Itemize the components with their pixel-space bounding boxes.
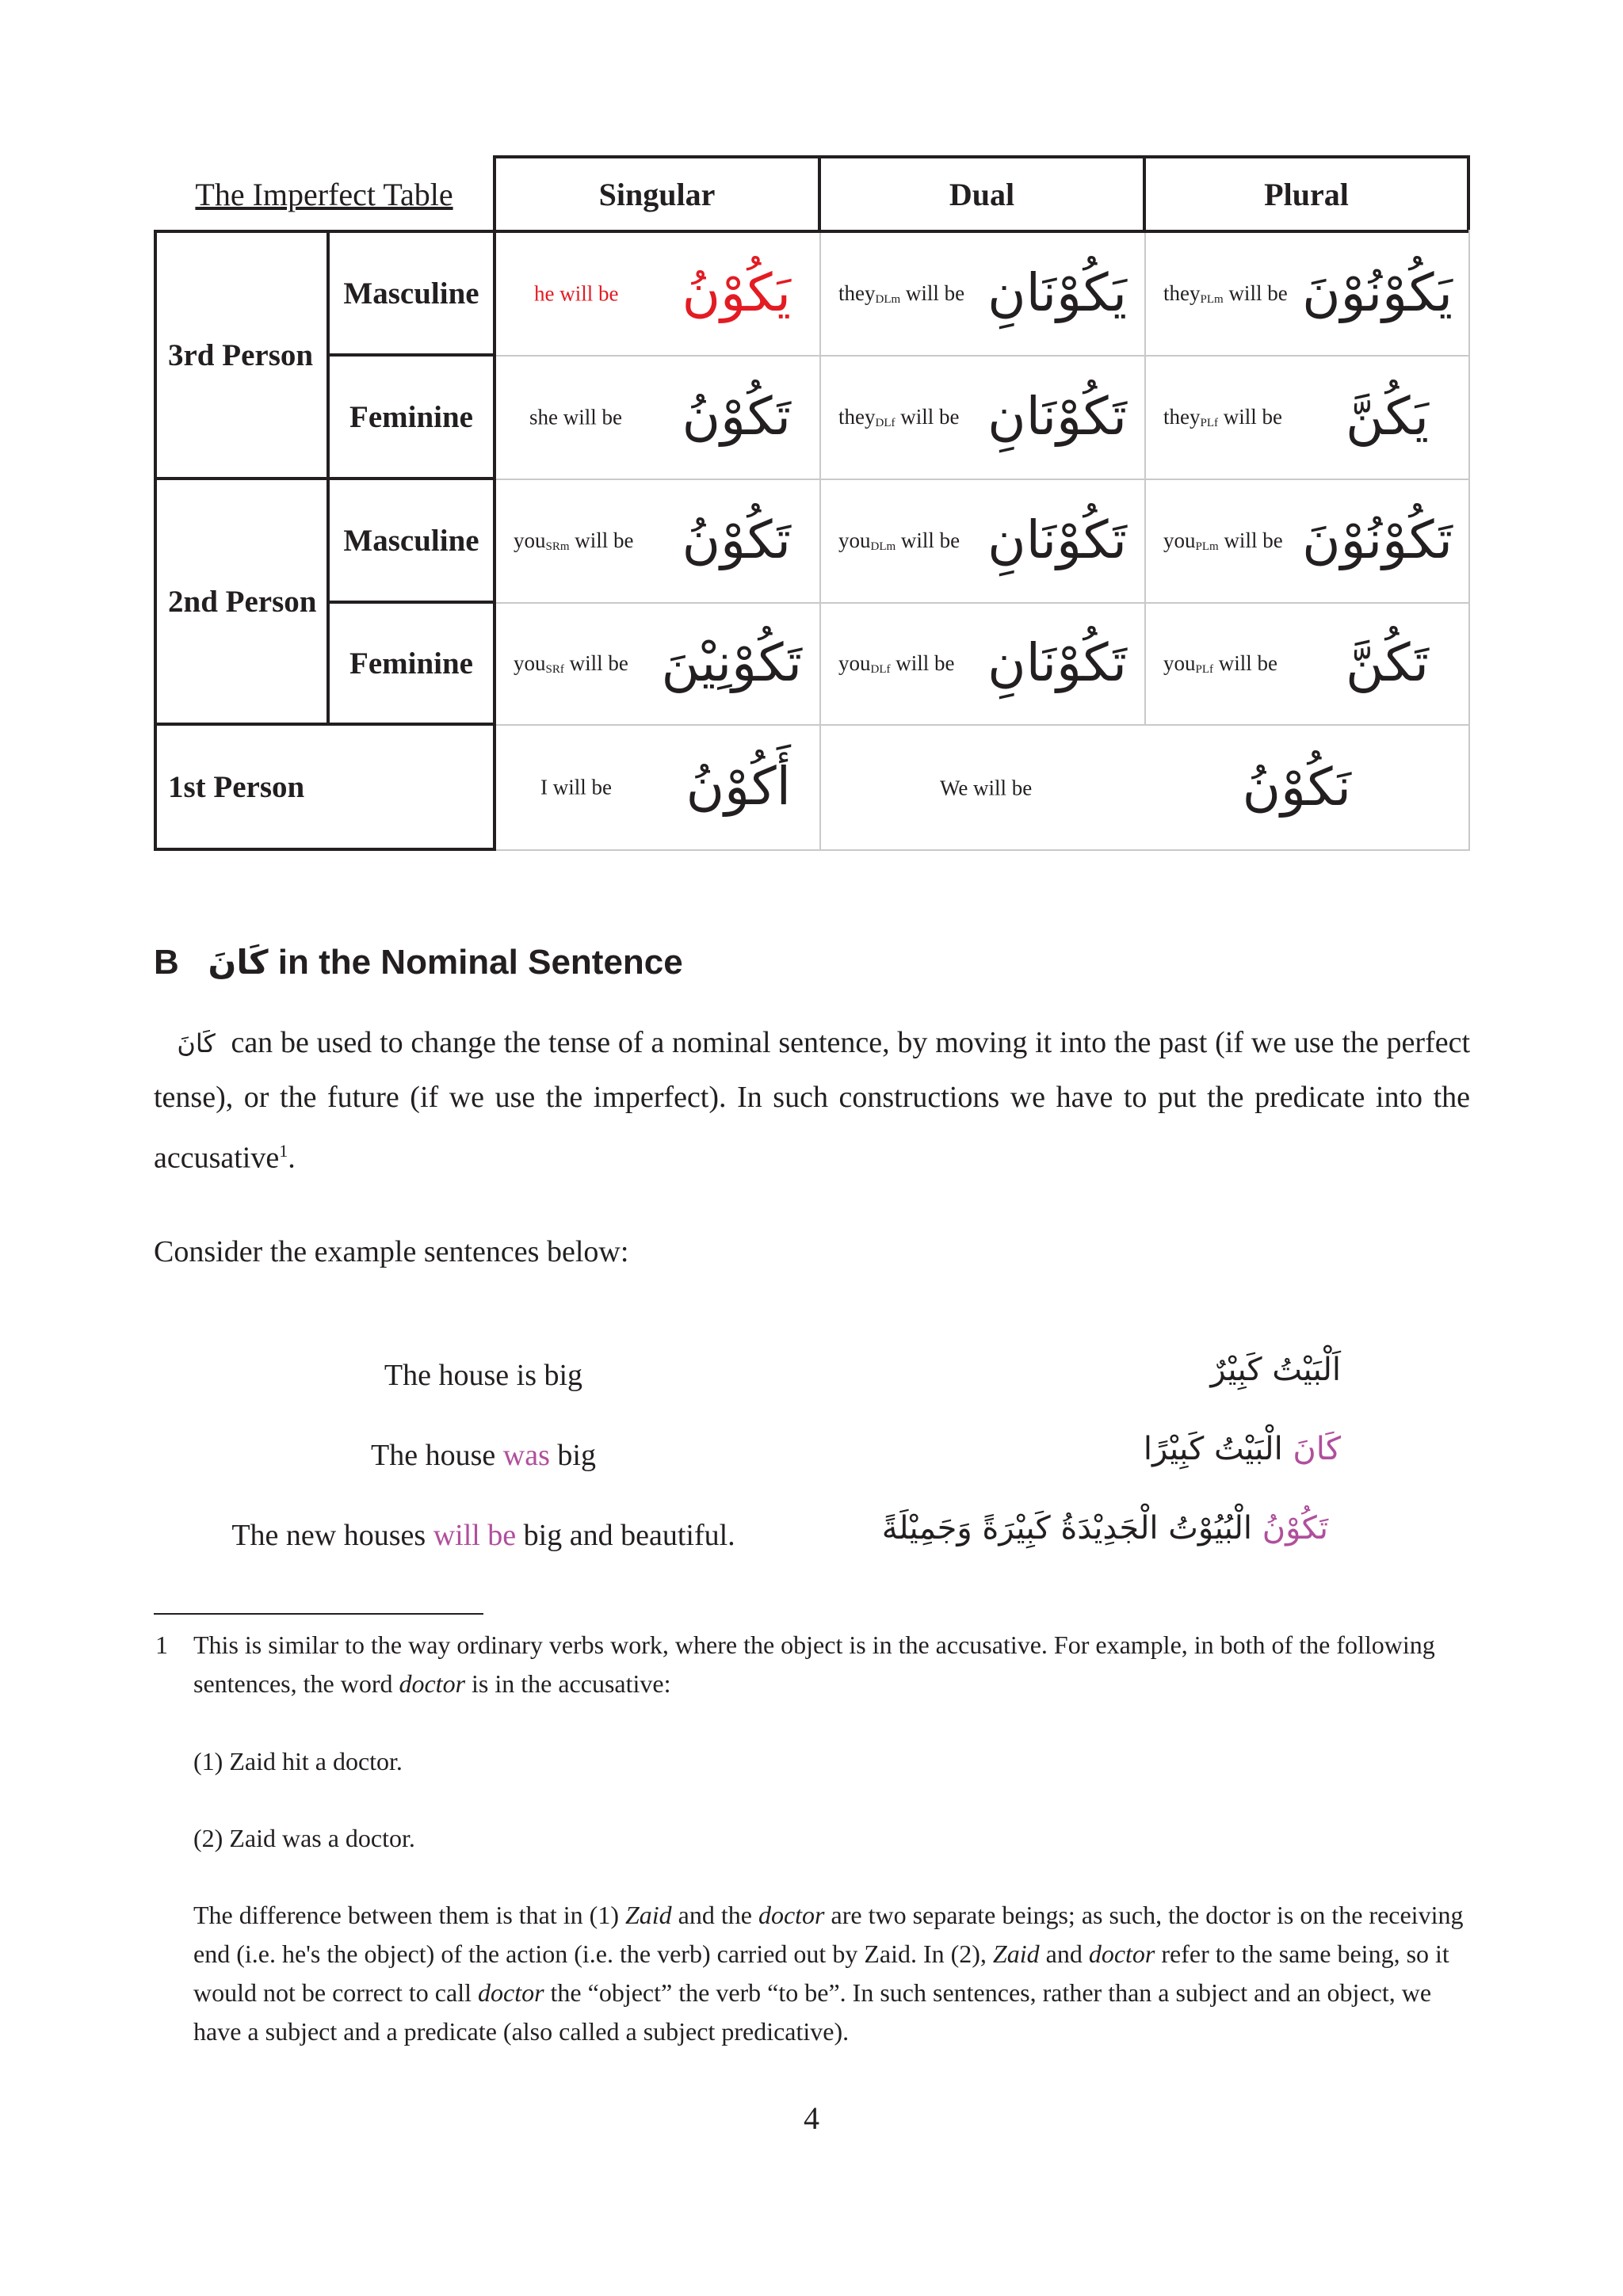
footnote-intro: This is similar to the way ordinary verbs work, where the object is in the accusative. For example, in both of the following sentences, the word doctor is in the accusative: [193,1630,1435,1698]
arabic-form: تَكُنَّ [1345,631,1429,693]
page-number: 4 [804,2100,819,2136]
arabic-form: تَكُوْنِيْنَ [661,631,802,693]
cell-3m-dual [821,233,1146,357]
arabic-form: يَكُوْنَانِ [987,261,1127,323]
cell-3f-singular [496,357,821,480]
cell-2m-dual [821,480,1146,604]
header-dual: Dual [818,155,1146,233]
arabic-form: تَكُوْنُ [682,385,791,447]
cell-2m-plural [1146,480,1470,604]
gender-masculine-3rd: Masculine [327,230,496,357]
english-gloss: they$_{PLf}$ will be [1163,405,1282,429]
english-gloss: you$_{PLm}$ will be [1163,528,1283,553]
cell-1-singular [496,726,821,851]
imperfect-table [154,155,1470,851]
section-letter: B [154,943,179,982]
english-gloss: you$_{SRm}$ will be [514,528,634,553]
example-ar-2: كَانَ الْبَيْتُ كَبِيْرًا [1143,1431,1341,1467]
footnote-explanation: The difference between them is that in (1) Zaid and the doctor are two separate beings; as such, the doctor is on the receiving end (i.e. he's the object) of the action (i.e. the verb) carried out by Zaid. In (2), Zaid and doctor refer to the same being, so it would not be correct to call doctor the “object” the verb “to be”. In such sentences, rather than a subject and an object, we have a subject and a predicate (also called a subject predicative). [193,1901,1464,2046]
example-en-2: The house was big [371,1439,596,1472]
footnote-example-2: (2) Zaid was a doctor. [193,1824,415,1852]
arabic-form: نَكُوْنُ [1242,756,1351,818]
cell-3m-plural [1146,233,1470,357]
person-1st: 1st Person [154,723,496,851]
cell-2f-dual [821,604,1146,726]
arabic-form: تَكُوْنُوْنَ [1302,509,1453,570]
footnote-number: 1 [155,1630,168,1659]
section-arabic-word: كَانَ [208,943,269,982]
cell-2f-plural [1146,604,1470,726]
header-singular: Singular [493,155,821,233]
header-plural: Plural [1143,155,1470,233]
gender-masculine-2nd: Masculine [327,477,496,604]
section-heading [154,943,683,982]
english-gloss: she will be [529,405,622,429]
arabic-form: أَكُوْنُ [685,755,791,817]
example-ar-1: اَلْبَيْتُ كَبِيْرٌ [1210,1352,1341,1388]
footnote-rule [154,1613,483,1615]
cell-3m-singular [496,233,821,357]
cell-2m-singular [496,480,821,604]
gender-feminine-2nd: Feminine [327,601,496,726]
english-gloss: you$_{DLm}$ will be [838,528,960,553]
example-en-3: The new houses will be big and beautiful. [231,1519,735,1552]
arabic-form: تَكُوْنَانِ [987,631,1127,693]
english-gloss: I will be [540,775,612,799]
arabic-form: تَكُوْنَانِ [987,509,1127,570]
footnote-example-1: (1) Zaid hit a doctor. [193,1747,403,1775]
consider-line: Consider the example sentences below: [154,1235,629,1268]
english-gloss: you$_{DLf}$ will be [838,651,955,676]
table-caption: The Imperfect Table [195,176,453,212]
arabic-form: يَكُوْنُ [682,261,791,323]
example-ar-3: تَكُوْنُ الْبُيُوْتُ الْجَدِيْدَةُ كَبِيْرَةً وَجَمِيْلَةً [881,1510,1328,1547]
section-title-text: in the Nominal Sentence [277,943,683,982]
english-gloss: he will be [534,281,619,306]
cell-3f-dual [821,357,1146,480]
english-gloss: they$_{DLm}$ will be [838,281,965,306]
english-gloss: you$_{SRf}$ will be [514,651,628,676]
english-gloss: We will be [940,776,1033,800]
intro-paragraph: كَانَ can be used to change the tense of a nominal sentence, by moving it into the past (if we use the perfect tense), or the future (if we use the imperfect). In such constructions we have to put the predicate into the accusative$^1$. [154,1026,1471,1175]
cell-1-plural [821,726,1470,851]
arabic-form: تَكُوْنَانِ [987,385,1127,447]
english-gloss: they$_{DLf}$ will be [838,405,960,429]
arabic-form: يَكُنَّ [1345,385,1429,447]
english-gloss: they$_{PLm}$ will be [1163,281,1288,306]
person-3rd: 3rd Person [154,230,330,480]
english-gloss: you$_{PLf}$ will be [1163,651,1277,676]
example-en-1: The house is big [384,1359,583,1392]
arabic-form: تَكُوْنُ [682,509,791,570]
inline-arabic-kana: كَانَ [177,1028,216,1058]
person-2nd: 2nd Person [154,477,330,726]
cell-3f-plural [1146,357,1470,480]
footnote-ref: 1 [279,1141,288,1161]
arabic-form: يَكُوْنُوْنَ [1302,261,1453,323]
gender-feminine-3rd: Feminine [327,353,496,480]
cell-2f-singular [496,604,821,726]
